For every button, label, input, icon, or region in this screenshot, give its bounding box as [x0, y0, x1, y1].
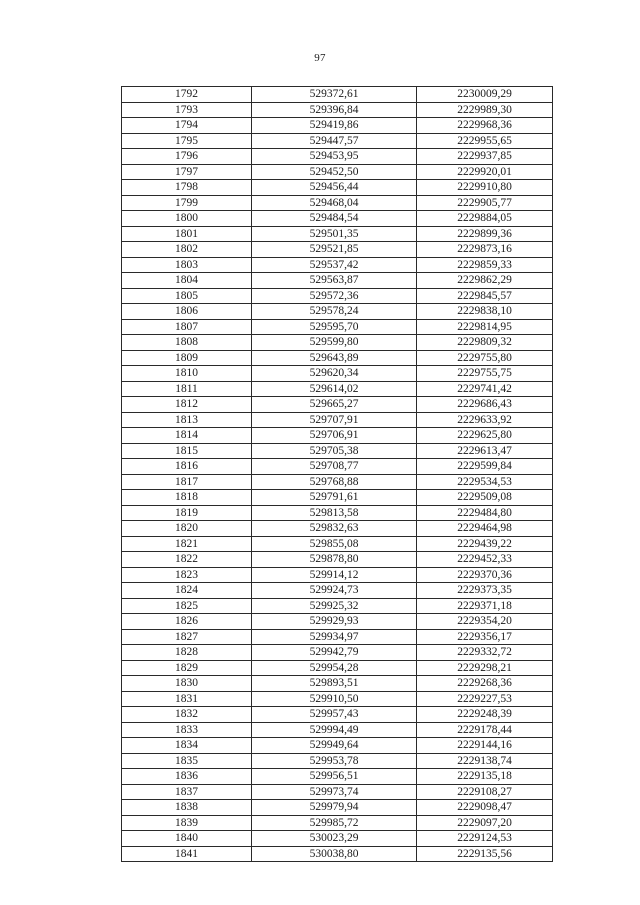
x-coordinate-cell: 529665,27: [252, 397, 417, 413]
x-coordinate-cell: 529419,86: [252, 118, 417, 134]
y-coordinate-cell: 2229138,74: [417, 753, 553, 769]
point-number-cell: 1802: [122, 242, 252, 258]
y-coordinate-cell: 2229356,17: [417, 629, 553, 645]
point-number-cell: 1823: [122, 567, 252, 583]
x-coordinate-cell: 529521,85: [252, 242, 417, 258]
table-row: [122, 226, 553, 242]
y-coordinate-cell: 2229920,01: [417, 164, 553, 180]
table-row: [122, 505, 553, 521]
table-row: [122, 552, 553, 568]
x-coordinate-cell: 529501,35: [252, 226, 417, 242]
table-row: [122, 645, 553, 661]
x-coordinate-cell: 529949,64: [252, 738, 417, 754]
table-row: [122, 629, 553, 645]
point-number-cell: 1835: [122, 753, 252, 769]
x-coordinate-cell: 529614,02: [252, 381, 417, 397]
y-coordinate-cell: 2229862,29: [417, 273, 553, 289]
x-coordinate-cell: 529942,79: [252, 645, 417, 661]
table-row: [122, 180, 553, 196]
point-number-cell: 1800: [122, 211, 252, 227]
point-number-cell: 1795: [122, 133, 252, 149]
point-number-cell: 1815: [122, 443, 252, 459]
y-coordinate-cell: 2229859,33: [417, 257, 553, 273]
x-coordinate-cell: 529994,49: [252, 722, 417, 738]
y-coordinate-cell: 2229098,47: [417, 800, 553, 816]
x-coordinate-cell: 529468,04: [252, 195, 417, 211]
table-row: [122, 102, 553, 118]
table-row: [122, 164, 553, 180]
table-row: [122, 87, 553, 103]
x-coordinate-cell: 529791,61: [252, 490, 417, 506]
y-coordinate-cell: 2229686,43: [417, 397, 553, 413]
x-coordinate-cell: 529979,94: [252, 800, 417, 816]
y-coordinate-cell: 2229755,80: [417, 350, 553, 366]
table-row: [122, 800, 553, 816]
table-row: [122, 242, 553, 258]
table-row: [122, 707, 553, 723]
table-row: [122, 536, 553, 552]
y-coordinate-cell: 2229809,32: [417, 335, 553, 351]
table-row: [122, 366, 553, 382]
y-coordinate-cell: 2229108,27: [417, 784, 553, 800]
table-row: [122, 583, 553, 599]
y-coordinate-cell: 2229599,84: [417, 459, 553, 475]
x-coordinate-cell: 529452,50: [252, 164, 417, 180]
table-row: [122, 474, 553, 490]
point-number-cell: 1825: [122, 598, 252, 614]
x-coordinate-cell: 529813,58: [252, 505, 417, 521]
x-coordinate-cell: 529953,78: [252, 753, 417, 769]
y-coordinate-cell: 2229937,85: [417, 149, 553, 165]
x-coordinate-cell: 529832,63: [252, 521, 417, 537]
y-coordinate-cell: 2229633,92: [417, 412, 553, 428]
point-number-cell: 1807: [122, 319, 252, 335]
table-row: [122, 412, 553, 428]
x-coordinate-cell: 529973,74: [252, 784, 417, 800]
point-number-cell: 1801: [122, 226, 252, 242]
point-number-cell: 1829: [122, 660, 252, 676]
table-row: [122, 660, 553, 676]
x-coordinate-cell: 529396,84: [252, 102, 417, 118]
point-number-cell: 1798: [122, 180, 252, 196]
table-row: [122, 319, 553, 335]
y-coordinate-cell: 2229955,65: [417, 133, 553, 149]
y-coordinate-cell: 2229814,95: [417, 319, 553, 335]
x-coordinate-cell: 529954,28: [252, 660, 417, 676]
y-coordinate-cell: 2229298,21: [417, 660, 553, 676]
y-coordinate-cell: 2229124,53: [417, 831, 553, 847]
y-coordinate-cell: 2229884,05: [417, 211, 553, 227]
x-coordinate-cell: 529914,12: [252, 567, 417, 583]
table-row: [122, 118, 553, 134]
point-number-cell: 1793: [122, 102, 252, 118]
x-coordinate-cell: 529599,80: [252, 335, 417, 351]
table-row: [122, 831, 553, 847]
point-number-cell: 1819: [122, 505, 252, 521]
point-number-cell: 1794: [122, 118, 252, 134]
point-number-cell: 1808: [122, 335, 252, 351]
y-coordinate-cell: 2229227,53: [417, 691, 553, 707]
y-coordinate-cell: 2229905,77: [417, 195, 553, 211]
x-coordinate-cell: 529456,44: [252, 180, 417, 196]
point-number-cell: 1827: [122, 629, 252, 645]
point-number-cell: 1806: [122, 304, 252, 320]
table-row: [122, 304, 553, 320]
x-coordinate-cell: 529484,54: [252, 211, 417, 227]
y-coordinate-cell: 2229373,35: [417, 583, 553, 599]
point-number-cell: 1840: [122, 831, 252, 847]
y-coordinate-cell: 2229178,44: [417, 722, 553, 738]
x-coordinate-cell: 529537,42: [252, 257, 417, 273]
y-coordinate-cell: 2229899,36: [417, 226, 553, 242]
y-coordinate-cell: 2229332,72: [417, 645, 553, 661]
x-coordinate-cell: 529768,88: [252, 474, 417, 490]
x-coordinate-cell: 529595,70: [252, 319, 417, 335]
y-coordinate-cell: 2229370,36: [417, 567, 553, 583]
y-coordinate-cell: 2229968,36: [417, 118, 553, 134]
table-row: [122, 521, 553, 537]
y-coordinate-cell: 2229144,16: [417, 738, 553, 754]
point-number-cell: 1830: [122, 676, 252, 692]
table-row: [122, 397, 553, 413]
point-number-cell: 1817: [122, 474, 252, 490]
x-coordinate-cell: 529705,38: [252, 443, 417, 459]
point-number-cell: 1821: [122, 536, 252, 552]
table-row: [122, 350, 553, 366]
x-coordinate-cell: 529934,97: [252, 629, 417, 645]
y-coordinate-cell: 2229452,33: [417, 552, 553, 568]
table-row: [122, 149, 553, 165]
point-number-cell: 1826: [122, 614, 252, 630]
x-coordinate-cell: 529578,24: [252, 304, 417, 320]
table-row: [122, 784, 553, 800]
y-coordinate-cell: 2229097,20: [417, 815, 553, 831]
x-coordinate-cell: 529620,34: [252, 366, 417, 382]
y-coordinate-cell: 2229464,98: [417, 521, 553, 537]
point-number-cell: 1838: [122, 800, 252, 816]
point-number-cell: 1797: [122, 164, 252, 180]
y-coordinate-cell: 2229625,80: [417, 428, 553, 444]
x-coordinate-cell: 529707,91: [252, 412, 417, 428]
table-row: [122, 335, 553, 351]
point-number-cell: 1809: [122, 350, 252, 366]
point-number-cell: 1792: [122, 87, 252, 103]
y-coordinate-cell: 2229755,75: [417, 366, 553, 382]
table-row: [122, 598, 553, 614]
x-coordinate-cell: 529572,36: [252, 288, 417, 304]
point-number-cell: 1818: [122, 490, 252, 506]
x-coordinate-cell: 529956,51: [252, 769, 417, 785]
point-number-cell: 1814: [122, 428, 252, 444]
x-coordinate-cell: 529706,91: [252, 428, 417, 444]
point-number-cell: 1799: [122, 195, 252, 211]
y-coordinate-cell: 2229845,57: [417, 288, 553, 304]
point-number-cell: 1841: [122, 846, 252, 862]
point-number-cell: 1813: [122, 412, 252, 428]
x-coordinate-cell: 529910,50: [252, 691, 417, 707]
x-coordinate-cell: 529893,51: [252, 676, 417, 692]
y-coordinate-cell: 2229484,80: [417, 505, 553, 521]
coordinates-table-body: [122, 87, 553, 862]
table-row: [122, 428, 553, 444]
table-row: [122, 443, 553, 459]
point-number-cell: 1804: [122, 273, 252, 289]
point-number-cell: 1832: [122, 707, 252, 723]
table-row: [122, 288, 553, 304]
page-number: 97: [314, 52, 326, 64]
x-coordinate-cell: 529924,73: [252, 583, 417, 599]
point-number-cell: 1816: [122, 459, 252, 475]
point-number-cell: 1810: [122, 366, 252, 382]
table-row: [122, 273, 553, 289]
x-coordinate-cell: 529643,89: [252, 350, 417, 366]
y-coordinate-cell: 2229910,80: [417, 180, 553, 196]
table-row: [122, 815, 553, 831]
point-number-cell: 1837: [122, 784, 252, 800]
point-number-cell: 1811: [122, 381, 252, 397]
coordinates-table: [121, 86, 553, 862]
table-row: [122, 676, 553, 692]
x-coordinate-cell: 529372,61: [252, 87, 417, 103]
x-coordinate-cell: 529957,43: [252, 707, 417, 723]
table-row: [122, 846, 553, 862]
table-row: [122, 381, 553, 397]
y-coordinate-cell: 2230009,29: [417, 87, 553, 103]
y-coordinate-cell: 2229439,22: [417, 536, 553, 552]
table-row: [122, 257, 553, 273]
table-row: [122, 769, 553, 785]
y-coordinate-cell: 2229741,42: [417, 381, 553, 397]
point-number-cell: 1839: [122, 815, 252, 831]
point-number-cell: 1796: [122, 149, 252, 165]
x-coordinate-cell: 529563,87: [252, 273, 417, 289]
y-coordinate-cell: 2229371,18: [417, 598, 553, 614]
point-number-cell: 1836: [122, 769, 252, 785]
x-coordinate-cell: 529925,32: [252, 598, 417, 614]
table-row: [122, 567, 553, 583]
y-coordinate-cell: 2229135,18: [417, 769, 553, 785]
table-row: [122, 722, 553, 738]
x-coordinate-cell: 530038,80: [252, 846, 417, 862]
y-coordinate-cell: 2229509,08: [417, 490, 553, 506]
point-number-cell: 1803: [122, 257, 252, 273]
y-coordinate-cell: 2229268,36: [417, 676, 553, 692]
point-number-cell: 1828: [122, 645, 252, 661]
point-number-cell: 1824: [122, 583, 252, 599]
point-number-cell: 1833: [122, 722, 252, 738]
x-coordinate-cell: 529878,80: [252, 552, 417, 568]
y-coordinate-cell: 2229248,39: [417, 707, 553, 723]
point-number-cell: 1805: [122, 288, 252, 304]
x-coordinate-cell: 530023,29: [252, 831, 417, 847]
table-row: [122, 691, 553, 707]
table-row: [122, 195, 553, 211]
table-row: [122, 738, 553, 754]
y-coordinate-cell: 2229534,53: [417, 474, 553, 490]
y-coordinate-cell: 2229873,16: [417, 242, 553, 258]
y-coordinate-cell: 2229989,30: [417, 102, 553, 118]
table-row: [122, 211, 553, 227]
x-coordinate-cell: 529855,08: [252, 536, 417, 552]
x-coordinate-cell: 529985,72: [252, 815, 417, 831]
x-coordinate-cell: 529708,77: [252, 459, 417, 475]
x-coordinate-cell: 529453,95: [252, 149, 417, 165]
point-number-cell: 1820: [122, 521, 252, 537]
x-coordinate-cell: 529447,57: [252, 133, 417, 149]
x-coordinate-cell: 529929,93: [252, 614, 417, 630]
y-coordinate-cell: 2229354,20: [417, 614, 553, 630]
y-coordinate-cell: 2229135,56: [417, 846, 553, 862]
point-number-cell: 1822: [122, 552, 252, 568]
table-row: [122, 614, 553, 630]
point-number-cell: 1831: [122, 691, 252, 707]
table-row: [122, 133, 553, 149]
table-row: [122, 490, 553, 506]
table-row: [122, 753, 553, 769]
point-number-cell: 1812: [122, 397, 252, 413]
point-number-cell: 1834: [122, 738, 252, 754]
y-coordinate-cell: 2229613,47: [417, 443, 553, 459]
y-coordinate-cell: 2229838,10: [417, 304, 553, 320]
table-row: [122, 459, 553, 475]
